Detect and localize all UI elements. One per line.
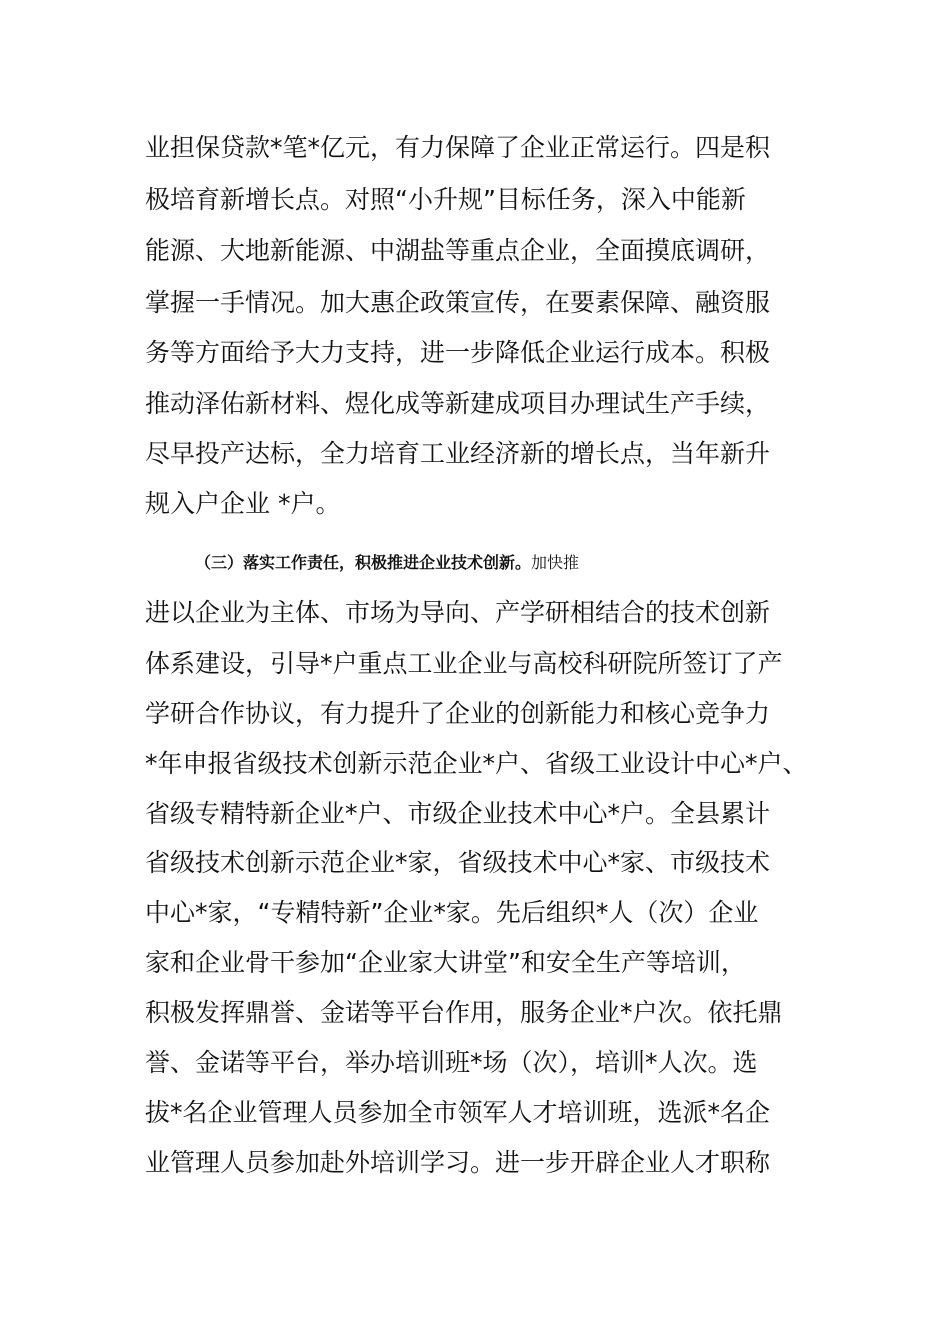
paragraph-line: 尽早投产达标，全力培育工业经济新的增长点，当年新升	[145, 439, 771, 468]
paragraph-line: 省级专精特新企业*户、市级企业技术中心*户。全县累计	[145, 799, 771, 828]
paragraph-line: 誉、金诺等平台，举办培训班*场（次），培训*人次。选	[145, 1048, 758, 1077]
paragraph-line: 省级技术创新示范企业*家，省级技术中心*家、市级技术	[145, 848, 771, 877]
paragraph-line: 学研合作协议，有力提升了企业的创新能力和核心竞争力	[145, 699, 771, 728]
paragraph-line: 推动泽佑新材料、煜化成等新建成项目办理试生产手续，	[145, 389, 771, 418]
section-heading: （三）落实工作责任，积极推进企业技术创新。	[195, 553, 532, 572]
paragraph-line: 中心*家，“专精特新”企业*家。先后组织*人（次）企业	[145, 898, 759, 927]
paragraph-line: 家和企业骨干参加“企业家大讲堂”和安全生产等培训，	[145, 948, 746, 977]
paragraph-line: 规入户企业 *户。	[145, 489, 341, 518]
paragraph-first-line	[195, 543, 875, 583]
paragraph-line: 积极发挥鼎誉、金诺等平台作用，服务企业*户次。依托鼎	[145, 998, 783, 1027]
paragraph-line: 能源、大地新能源、中湖盐等重点企业，全面摸底调研，	[145, 236, 771, 265]
paragraph-line: 务等方面给予大力支持，进一步降低企业运行成本。积极	[145, 338, 771, 367]
paragraph-line: 体系建设，引导*户重点工业企业与高校科研院所签订了产	[145, 649, 783, 678]
paragraph-line: 拔*名企业管理人员参加全市领军人才培训班，选派*名企	[145, 1098, 771, 1127]
paragraph-line: *年申报省级技术创新示范企业*户、省级工业设计中心*户、	[145, 749, 808, 778]
paragraph-line: 业管理人员参加赴外培训学习。进一步开辟企业人才职称	[145, 1148, 771, 1177]
paragraph-line: 极培育新增长点。对照“小升规”目标任务，深入中能新	[145, 185, 746, 214]
paragraph-line: 掌握一手情况。加大惠企政策宣传，在要素保障、融资服	[145, 288, 771, 317]
paragraph-line: 进以企业为主体、市场为导向、产学研相结合的技术创新	[145, 598, 771, 627]
paragraph-line-rest: 加快推	[531, 553, 580, 572]
paragraph-line: 业担保贷款*笔*亿元，有力保障了企业正常运行。四是积	[145, 133, 771, 162]
